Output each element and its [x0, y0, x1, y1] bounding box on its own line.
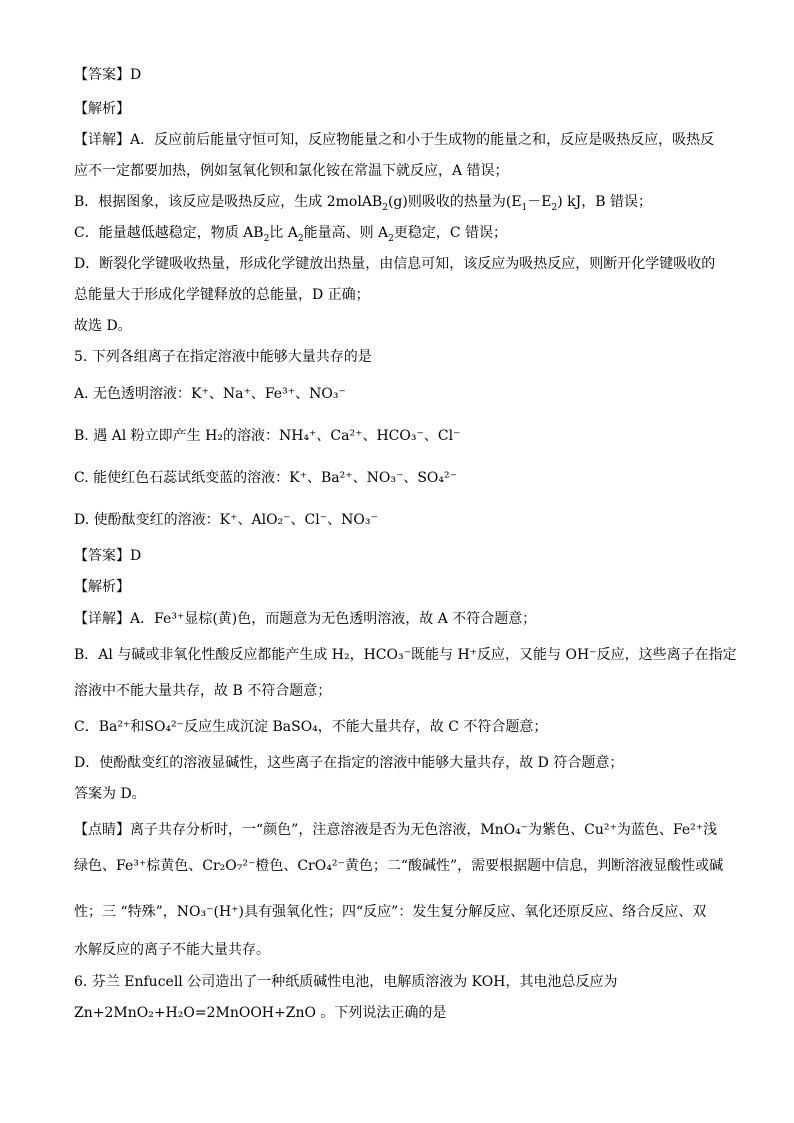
q5-analysis-tag: 【解析】 — [74, 579, 130, 595]
q5-option-c: C. 能使红色石蕊试纸变蓝的溶液：K⁺、Ba²⁺、NO₃⁻、SO₄²⁻ — [74, 470, 458, 486]
detail-tag: 【详解】 — [74, 611, 130, 627]
q5-option-d: D. 使酚酞变红的溶液：K⁺、AlO₂⁻、Cl⁻、NO₃⁻ — [74, 512, 378, 528]
q5-option-a: A. 无色透明溶液：K⁺、Na⁺、Fe³⁺、NO₃⁻ — [74, 386, 346, 402]
q5-tip-line-2: 绿色、Fe³⁺棕黄色、Cr₂O₇²⁻橙色、CrO₄²⁻黄色；二“酸碱性”，需要根据题中信息，判断溶液显酸性或碱 — [74, 858, 724, 874]
answer-tag: 【答案】 — [74, 548, 130, 564]
q4-detail-line-6: 总能量大于形成化学键释放的总能量，D 正确； — [74, 287, 370, 303]
q5-detail-line-2: B．Al 与碱或非氧化性酸反应都能产生成 H₂，HCO₃⁻既能与 H⁺反应，又能与 OH⁻反应，这些离子在指定 — [74, 647, 737, 663]
tip-tag: 【点睛】 — [74, 822, 130, 838]
q5-tip-line-3: 性；三 “特殊”，NO₃⁻(H⁺)具有强氧化性；四“反应”：发生复分解反应、氧化还原反应、络合反应、双 — [74, 904, 707, 920]
answer-value: D — [130, 548, 142, 564]
answer-tag: 【答案】 — [74, 67, 130, 83]
q5-detail-line-4: C．Ba²⁺和SO₄²⁻反应生成沉淀 BaSO₄，不能大量共存，故 C 不符合题意； — [74, 719, 548, 735]
q4-detail-line-3: B．根据图象，该反应是吸热反应，生成 2molAB$_2$(g)则吸收的热量为$(E_1-E_2)$ kJ，B 错误； — [74, 194, 652, 213]
q4-answer-line — [74, 65, 141, 85]
q5-detail-line-1: 【详解】A．Fe³⁺显棕(黄)色，而题意为无色透明溶液，故 A 不符合题意； — [74, 611, 537, 627]
detail-tag: 【详解】 — [74, 132, 130, 148]
q5-stem: 5. 下列各组离子在指定溶液中能够大量共存的是 — [74, 349, 372, 365]
q5-detail-line-3: 溶液中不能大量共存，故 B 不符合题意； — [74, 683, 332, 699]
q4-detail-line-4: C．能量越低越稳定，物质 $AB_2$比 $A_2$能量高、则 $A_2$更稳定，C 错误； — [74, 225, 508, 244]
q5-detail-line-6: 答案为 D。 — [74, 786, 146, 802]
q5-option-b: B. 遇 Al 粉立即产生 H₂的溶液：NH₄⁺、Ca²⁺、HCO₃⁻、Cl⁻ — [74, 428, 461, 444]
q6-stem-line-2: Zn+2MnO₂+H₂O=2MnOOH+ZnO 。下列说法正确的是 — [74, 1005, 447, 1021]
q4-analysis-tag: 【解析】 — [74, 101, 130, 117]
q5-tip-line-1: 【点睛】离子共存分析时，一“颜色”，注意溶液是否为无色溶液，MnO₄⁻为紫色、Cu²⁺为蓝色、Fe²⁺浅 — [74, 822, 718, 838]
q5-answer-line — [74, 546, 141, 566]
q5-detail-line-5: D．使酚酞变红的溶液显碱性，这些离子在指定的溶液中能够大量共存，故 D 符合题意； — [74, 755, 624, 771]
q6-stem-line-1: 6. 芬兰 Enfucell 公司造出了一种纸质碱性电池，电解质溶液为 KOH，其电池总反应为 — [74, 974, 618, 990]
q5-tip-line-4: 水解反应的离子不能大量共存。 — [74, 942, 270, 958]
q4-detail-line-2: 应不一定都要加热，例如氢氧化钡和氯化铵在常温下就反应，A 错误； — [74, 163, 509, 179]
answer-value: D — [130, 67, 142, 83]
q4-detail-line-5: D．断裂化学键吸收热量，形成化学键放出热量，由信息可知，该反应为吸热反应，则断开化学键吸收的 — [74, 256, 716, 272]
q4-detail-line-7: 故选 D。 — [74, 318, 132, 334]
q4-detail-line-1: 【详解】A．反应前后能量守恒可知，反应物能量之和小于生成物的能量之和，反应是吸热反应，吸热反 — [74, 132, 715, 148]
